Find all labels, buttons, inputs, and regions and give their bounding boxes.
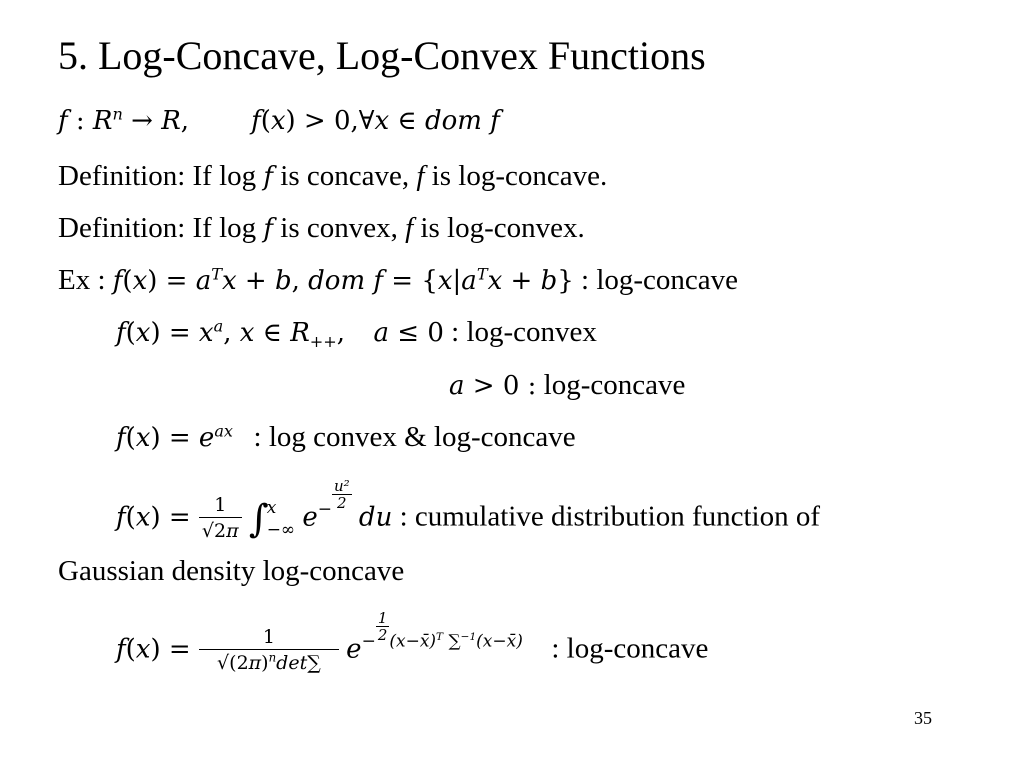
- example-result: : cumulative distribution function of: [399, 500, 820, 533]
- slide-title: 5. Log-Concave, Log-Convex Functions: [58, 33, 706, 78]
- example-power-positive: a > 0 : log-concave: [449, 369, 686, 401]
- definition-log-concave: Definition: If log f is concave, f is log-concave.: [58, 160, 608, 192]
- example-affine: Ex : $f(x) = a^Tx + b$, dom $f = \{x|a^Tx + b\}$ : log-concave: [58, 264, 739, 296]
- definition-mid: is concave,: [280, 160, 410, 192]
- example-result: : log-convex: [451, 316, 597, 348]
- gaussian-density-line: Gaussian density log-concave: [58, 555, 405, 587]
- example-exponential: $f(x) = e^{ax}$ : log convex & log-concave: [116, 421, 576, 453]
- definition-end: is log-concave.: [431, 160, 608, 192]
- definition-mid: is convex,: [280, 212, 398, 244]
- page-number: 35: [914, 708, 932, 728]
- example-power: $f(x) = x^a$, x ∈ $R_{++}$, a ≤ 0 : log-convex: [116, 316, 597, 352]
- definition-log-convex: Definition: If log f is convex, f is log-convex.: [58, 212, 585, 244]
- function-domain-formula: f : $R^n \to R$, f(x) > 0,∀x ∈ dom f: [58, 104, 500, 136]
- example-multivariate-gaussian: f(x) = $\frac{1}{√(2\pi)^n\det\sum}$ e− $\frac{1}{2}$ (x−x̄)$^T$ ∑$^{-1}$(x−x̄) : log-concave: [116, 609, 709, 675]
- example-result: log-concave: [543, 369, 686, 401]
- definition-prefix: Definition: If log: [58, 212, 257, 244]
- example-result: : log convex & log-concave: [253, 421, 576, 453]
- definition-prefix: Definition: If log: [58, 160, 257, 192]
- example-result: : log-concave: [581, 264, 739, 296]
- example-label: Ex :: [58, 264, 106, 296]
- example-result: : log-concave: [551, 632, 709, 665]
- definition-end: is log-convex.: [420, 212, 585, 244]
- example-gaussian-cdf: f(x) = $\frac{1}{√2\pi}$ ∫ x −∞ e− $\frac{\text{u²}}{2}$ du : cumulative distribution function of: [116, 477, 820, 543]
